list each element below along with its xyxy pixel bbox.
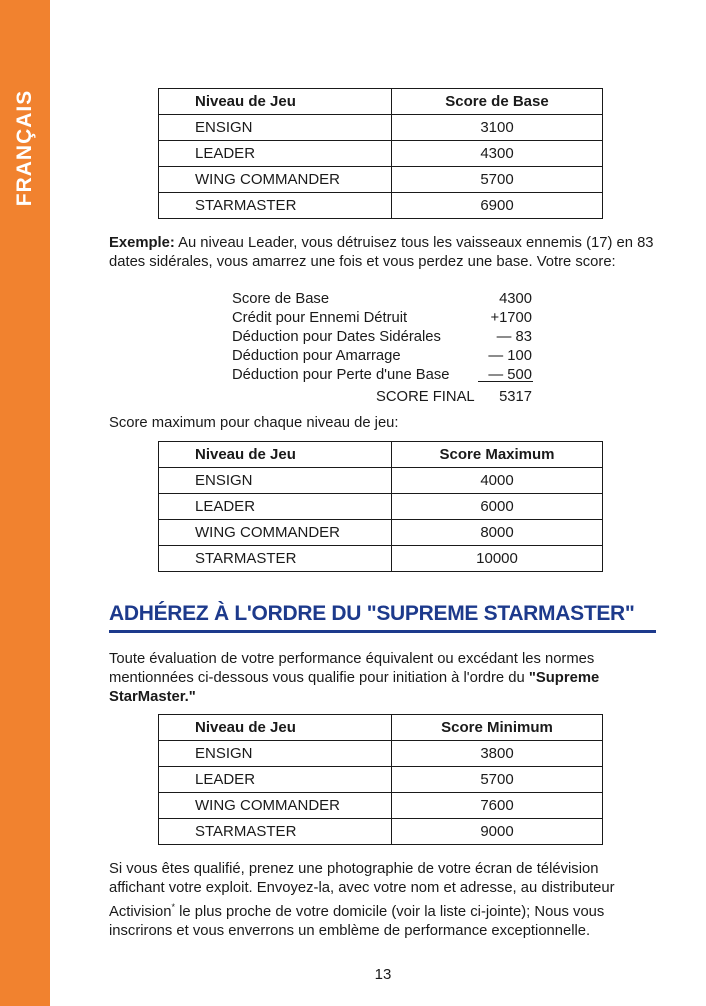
table-row [159,115,603,141]
calc-value: — 100 [488,348,532,364]
level-cell: LEADER [159,767,392,793]
max-score-table [158,441,603,572]
table-row [159,741,603,767]
score-cell: 4300 [392,141,603,167]
table-row [159,520,603,546]
score-cell: 5700 [392,767,603,793]
sum-rule [478,381,533,382]
trademark-mark: * [171,902,176,912]
calc-label: Déduction pour Amarrage [232,348,401,364]
page-number: 13 [374,966,392,983]
score-cell: 8000 [392,520,603,546]
score-cell: 3100 [392,115,603,141]
level-cell: ENSIGN [159,115,392,141]
table-row [159,468,603,494]
calc-label: Crédit pour Ennemi Détruit [232,310,408,326]
column-header: Niveau de Jeu [159,442,392,468]
score-cell: 3800 [392,741,603,767]
level-cell: WING COMMANDER [159,793,392,819]
table-row [159,793,603,819]
table-row [159,141,603,167]
final-score-label: SCORE FINAL [376,389,475,405]
score-cell: 7600 [392,793,603,819]
example-label: Exemple: [109,235,175,251]
example-text: Au niveau Leader, vous détruisez tous les vaisseaux ennemis (17) en 83 dates sidérales, vous amarrez une fois et vous perdez une base. Votre score: [109,235,654,270]
level-cell: STARMASTER [159,193,392,219]
level-cell: STARMASTER [159,819,392,845]
calc-value: +1700 [490,310,532,326]
closing-text-b: le plus proche de votre domicile (voir la liste ci-jointe); Nous vous inscrirons et vous enverrons un emblème de performance exceptionnelle. [109,903,605,939]
table-row [159,767,603,793]
calc-value: — 83 [496,329,532,345]
table-row [159,819,603,845]
score-cell: 5700 [392,167,603,193]
calc-row [232,291,532,310]
heading-underline [109,630,656,633]
closing-paragraph [109,860,654,941]
level-cell: ENSIGN [159,741,392,767]
column-header: Niveau de Jeu [159,715,392,741]
calc-label: Déduction pour Perte d'une Base [232,367,450,383]
score-cell: 6900 [392,193,603,219]
table-row [159,494,603,520]
calc-value: — 500 [488,367,532,383]
max-intro: Score maximum pour chaque niveau de jeu: [109,415,399,431]
calc-row [232,348,532,367]
closing-text-a: Si vous êtes qualifié, prenez une photographie de votre écran de télévision affichant votre exploit. Envoyez-la, avec votre nom et adresse, au distributeur Activision [109,861,615,920]
level-cell: STARMASTER [159,546,392,572]
min-score-table [158,714,603,845]
level-cell: WING COMMANDER [159,520,392,546]
table-header-row [159,442,603,468]
calc-label: Déduction pour Dates Sidérales [232,329,441,345]
calc-row [232,310,532,329]
side-tab-label: FRANÇAIS [13,89,36,207]
level-cell: LEADER [159,494,392,520]
table-header-row [159,89,603,115]
table-header-row [159,715,603,741]
column-header: Niveau de Jeu [159,89,392,115]
calc-label: Score de Base [232,291,330,307]
calc-row [232,367,532,386]
base-score-table [158,88,603,219]
column-header: Score de Base [392,89,603,115]
column-header: Score Maximum [392,442,603,468]
column-header: Score Minimum [392,715,603,741]
order-intro-text: Toute évaluation de votre performance équivalent ou excédant les normes mentionnées ci-dessous vous qualifie pour initiation à l'ordre du [109,651,595,686]
score-cell: 6000 [392,494,603,520]
level-cell: WING COMMANDER [159,167,392,193]
table-row [159,167,603,193]
calc-row [232,329,532,348]
example-paragraph [109,234,654,272]
final-score-value: 5317 [499,389,532,405]
table-row [159,546,603,572]
calc-value: 4300 [499,291,532,307]
level-cell: LEADER [159,141,392,167]
calc-final-row [232,389,532,408]
level-cell: ENSIGN [159,468,392,494]
score-cell: 9000 [392,819,603,845]
score-cell: 10000 [392,546,603,572]
table-row [159,193,603,219]
score-cell: 4000 [392,468,603,494]
order-intro [109,650,654,707]
side-tab [0,0,50,1006]
section-heading: ADHÉREZ À L'ORDRE DU "SUPREME STARMASTER" [109,602,635,625]
order-intro-bold: "Supreme StarMaster." [109,670,600,705]
